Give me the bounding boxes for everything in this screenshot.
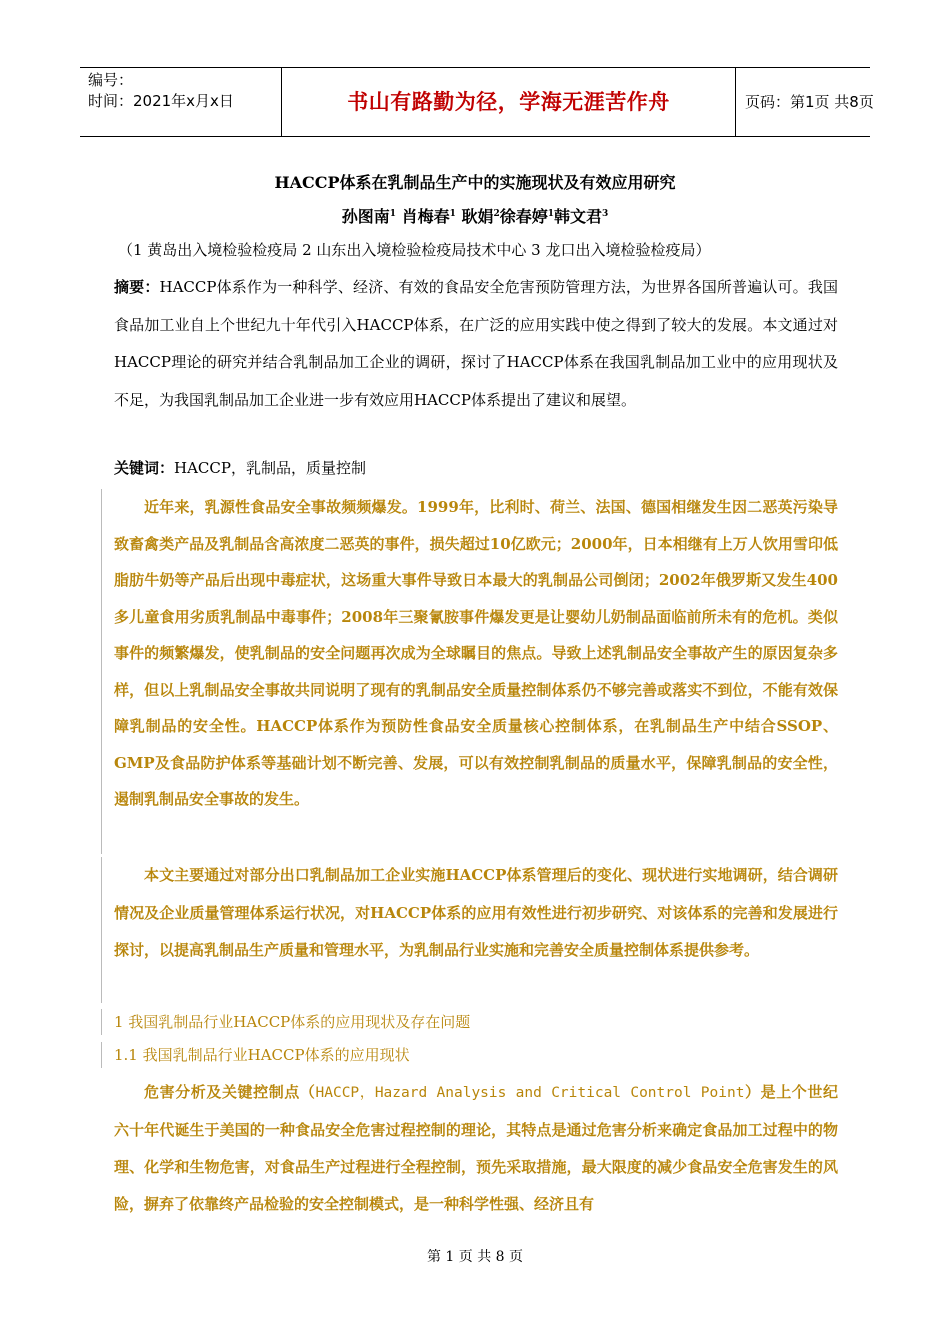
- author-affiliation-mark: 2: [493, 209, 500, 219]
- abstract: [114, 269, 838, 419]
- affiliations: （1 黄岛出入境检验检疫局 2 山东出入境检验检疫局技术中心 3 龙口出入境检验检疫局）: [118, 241, 711, 259]
- author-name: 肖梅春: [401, 207, 450, 226]
- keywords-label: 关键词：: [114, 459, 175, 477]
- author-name: 孙图南: [341, 207, 390, 226]
- body-paragraph: 本文主要通过对部分出口乳制品加工企业实施HACCP体系管理后的变化、现状进行实地调研，结合调研情况及企业质量管理体系运行状况，对HACCP体系的应用有效性进行初步研究、对该体系的完善和发展进行探讨，以提高乳制品生产质量和管理水平，为乳制品行业实施和完善安全质量控制体系提供参考。: [114, 866, 838, 959]
- revision-bar: [101, 1009, 102, 1035]
- subsection-heading: 1.1 我国乳制品行业HACCP体系的应用现状: [114, 1046, 410, 1064]
- paragraph-text: ）是上个世纪六十年代诞生于美国的一种食品安全危害过程控制的理论，其特点是通过危害分析来确定食品加工过程中的物理、化学和生物危害，对食品生产过程进行全程控制，预先采取措施，最大限度的减少食品安全危害发生的风险，摒弃了依靠终产品检验的安全控制模式，是一种科学性强、经济且有: [114, 1083, 838, 1213]
- header-page-info: 页码：第1页 共8页: [745, 93, 874, 111]
- page-header: [80, 67, 874, 137]
- header-motto: 书山有路勤为径，学海无涯苦作舟: [282, 68, 736, 136]
- paragraph-english-term: HACCP，Hazard Analysis and Critical Control Point: [315, 1085, 745, 1101]
- paragraph-text: 危害分析及关键控制点（: [144, 1083, 316, 1101]
- abstract-text: HACCP体系作为一种科学、经济、有效的食品安全危害预防管理方法，为世界各国所普遍认可。我国食品加工业自上个世纪九十年代引入HACCP体系，在广泛的应用实践中使之得到了较大的发展。本文通过对HACCP理论的研究并结合乳制品加工企业的调研，探讨了HACCP体系在我国乳制品加工业中的应用现状及不足，为我国乳制品加工企业进一步有效应用HACCP体系提出了建议和展望。: [114, 278, 838, 409]
- page-footer: 第 1 页 共 8 页: [426, 1249, 524, 1265]
- keywords-text: HACCP，乳制品，质量控制: [174, 459, 366, 477]
- author-affiliation-mark: 3: [602, 209, 609, 219]
- author-affiliation-mark: 1: [449, 209, 456, 219]
- section-heading: 1 我国乳制品行业HACCP体系的应用现状及存在问题: [114, 1013, 471, 1031]
- author-name: 韩文君: [554, 207, 603, 226]
- paper-title: HACCP体系在乳制品生产中的实施现状及有效应用研究: [274, 173, 676, 192]
- author-list: [0, 204, 950, 227]
- body-paragraph: [114, 1074, 838, 1223]
- revision-bar: [101, 489, 102, 854]
- keywords: [114, 455, 838, 482]
- body-paragraph: 近年来，乳源性食品安全事故频频爆发。1999年，比利时、荷兰、法国、德国相继发生因二恶英污染导致畜禽类产品及乳制品含高浓度二恶英的事件，损失超过10亿欧元；2000年，日本相继有上万人饮用雪印低脂肪牛奶等产品后出现中毒症状，这场重大事件导致日本最大的乳制品公司倒闭；2002年俄罗斯又发生400多儿童食用劣质乳制品中毒事件；2008年三聚氰胺事件爆发更是让婴幼儿奶制品面临前所未有的危机。类似事件的频繁爆发，使乳制品的安全问题再次成为全球瞩目的焦点。导致上述乳制品安全事故产生的原因复杂多样，但以上乳制品安全事故共同说明了现有的乳制品安全质量控制体系仍不够完善或落实不到位，不能有效保障乳制品的安全性。HACCP体系作为预防性食品安全质量核心控制体系，在乳制品生产中结合SSOP、GMP及食品防护体系等基础计划不断完善、发展，可以有效控制乳制品的质量水平，保障乳制品的安全性，遏制乳制品安全事故的发生。: [114, 498, 838, 808]
- revision-bar: [101, 857, 102, 1003]
- author-affiliation-mark: 1: [389, 209, 396, 219]
- author-affiliation-mark: 1: [547, 209, 554, 219]
- author-name: 徐春婷: [499, 207, 548, 226]
- author-name: 耿娟: [461, 207, 494, 226]
- abstract-label: 摘要：: [114, 278, 160, 296]
- document-time-label: 时间：2021年x月x日: [88, 92, 234, 110]
- header-left-cell: [80, 68, 282, 136]
- revision-bar: [101, 1042, 102, 1068]
- document-number-label: 编号：: [88, 71, 134, 89]
